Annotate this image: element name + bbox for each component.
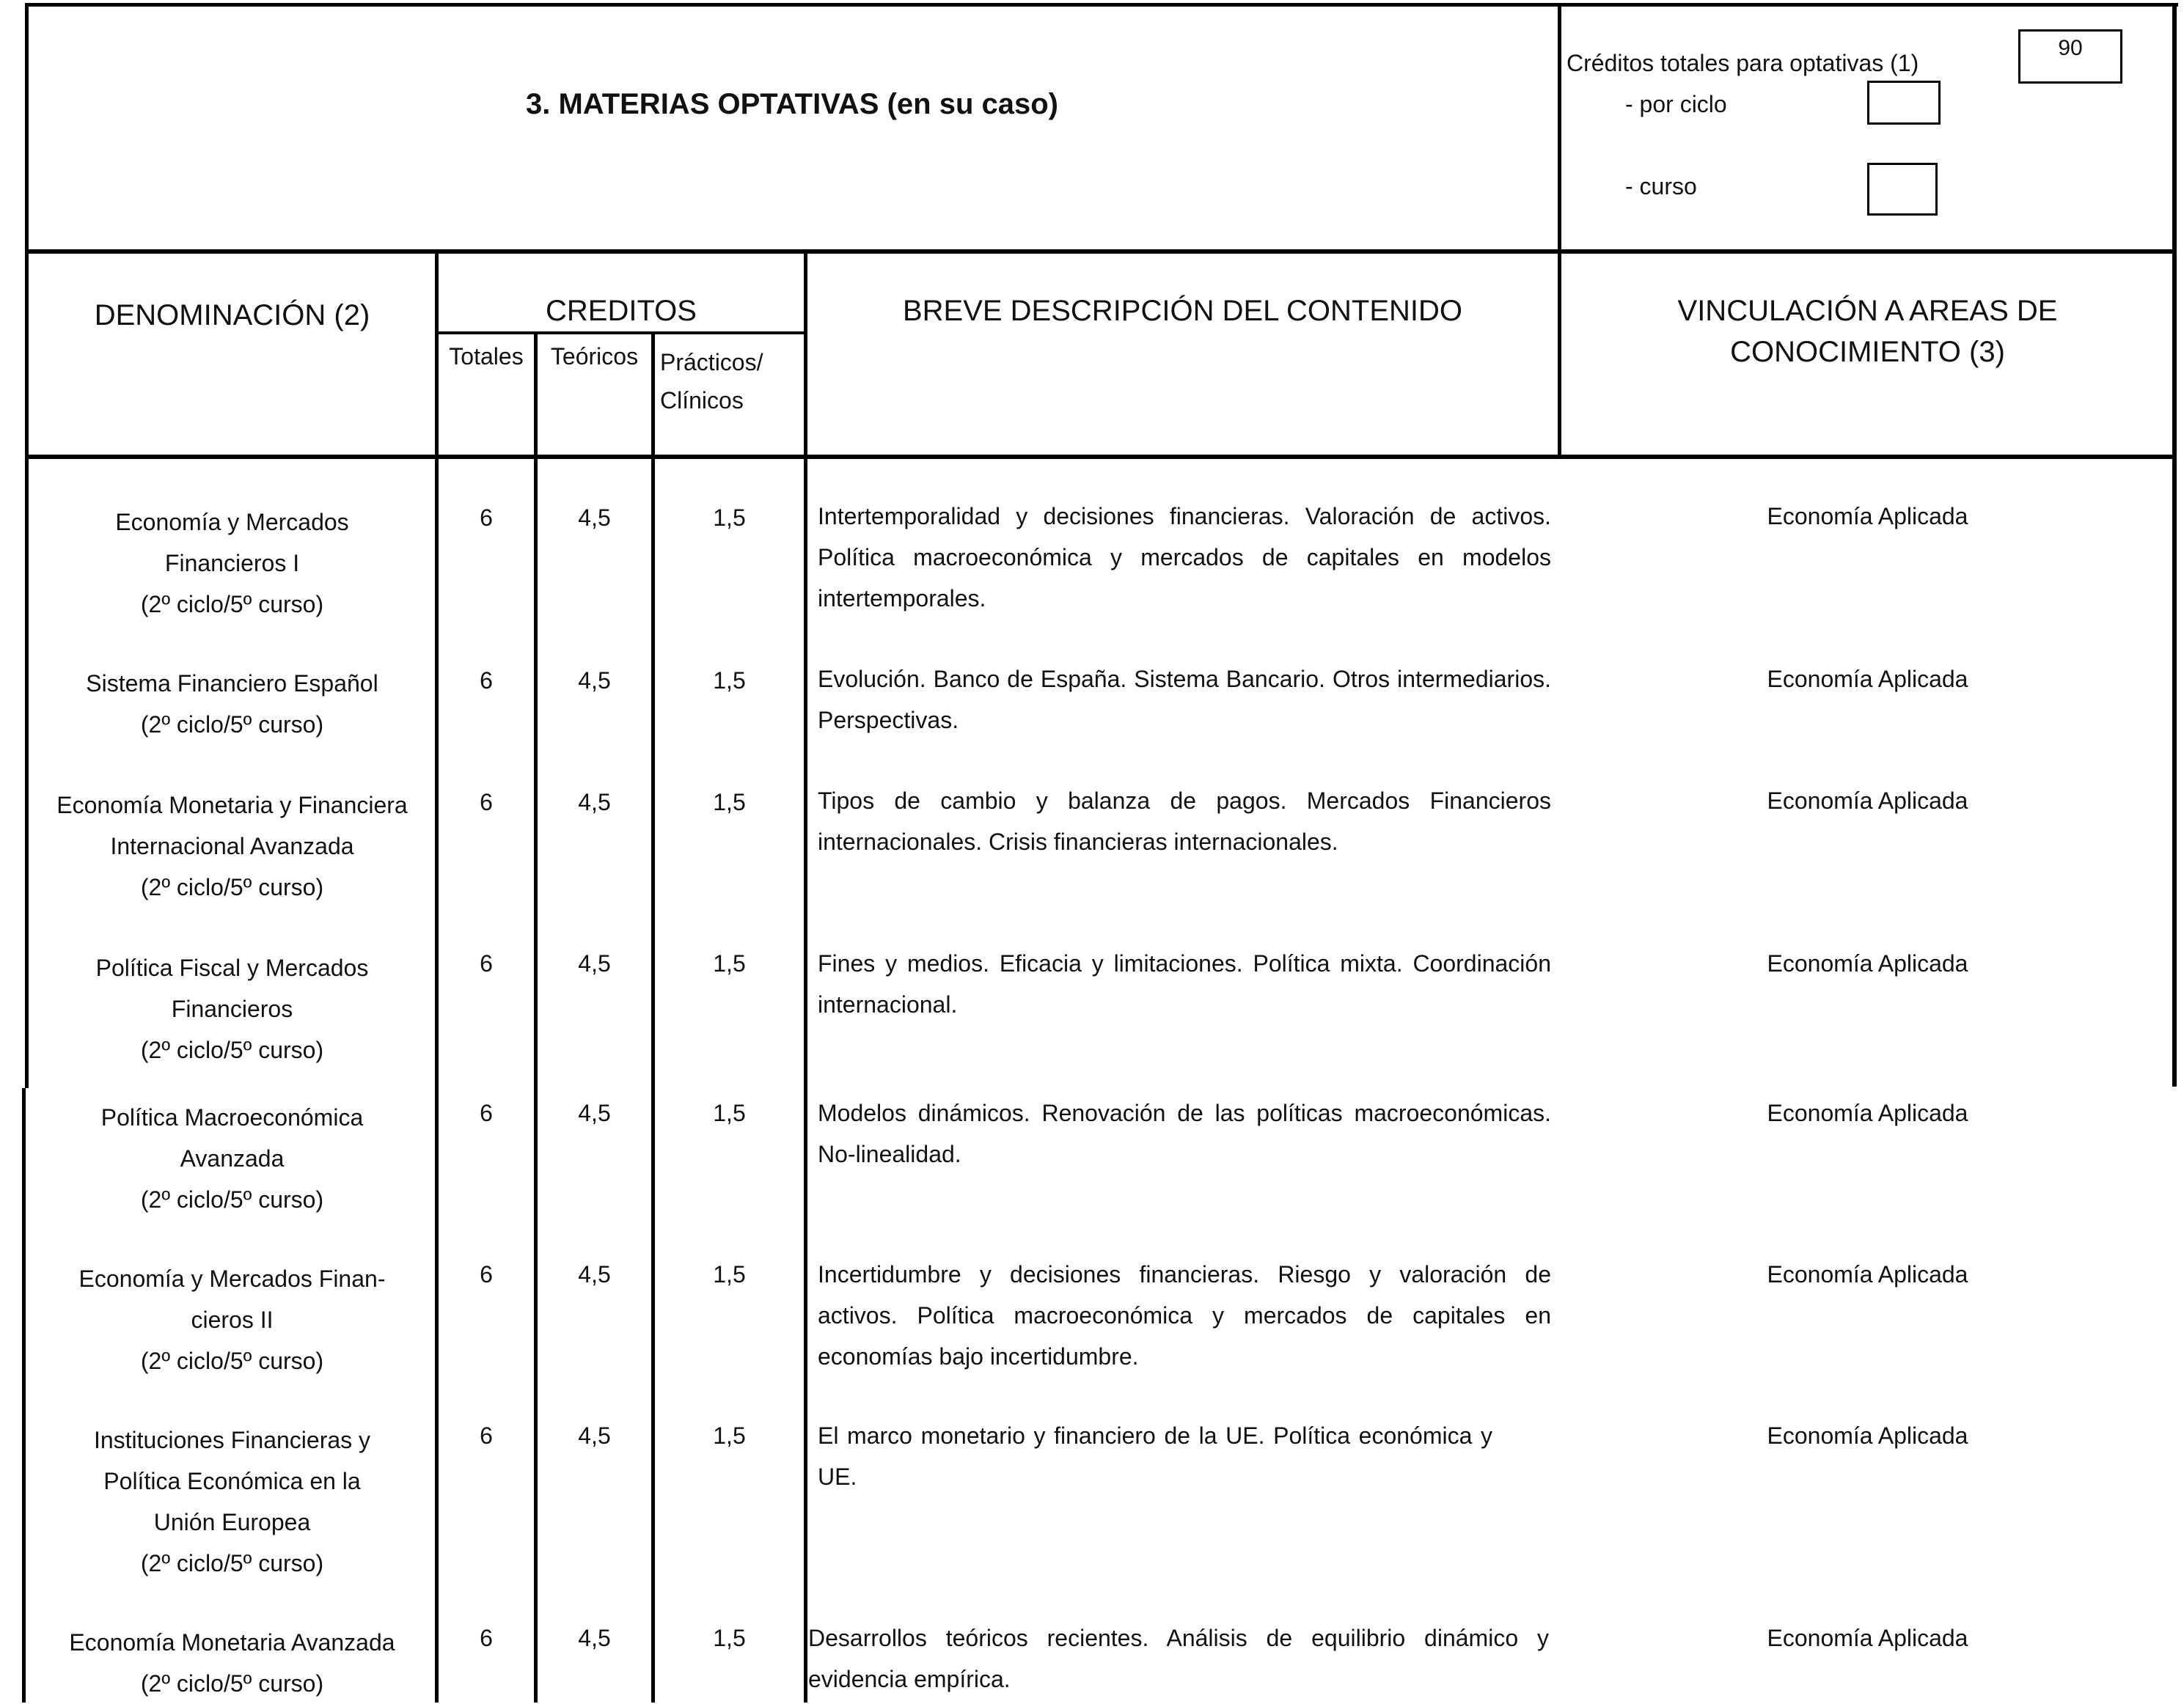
- creditos-totales-label: Créditos totales para optativas (1): [1566, 50, 1919, 76]
- row-name-line: Economía y Mercados Finan-: [78, 1266, 386, 1292]
- por-ciclo-box: [1867, 81, 1941, 125]
- row-name-line: (2º ciclo/5º curso): [140, 1550, 324, 1576]
- row-practicos: 1,5: [713, 1261, 746, 1288]
- row-name-line: (2º ciclo/5º curso): [140, 1670, 324, 1697]
- row-totales: 6: [480, 504, 493, 531]
- row-name-line: Financieros I: [164, 550, 300, 576]
- row-name-line: (2º ciclo/5º curso): [140, 591, 324, 617]
- row-totales: 6: [480, 789, 493, 815]
- row-area: Economía Aplicada: [1767, 787, 1968, 814]
- row-descripcion: Intertemporalidad y decisiones financieras. Valoración de activos. Política macroeconómica y mercados de capitales en modelos intertemporales.: [818, 503, 1551, 612]
- row-name-line: Internacional Avanzada: [110, 833, 354, 859]
- column-header-vinculacion: [1561, 290, 2174, 372]
- row-name: [29, 502, 435, 625]
- row-area: Economía Aplicada: [1767, 1261, 1968, 1288]
- row-name-line: Economía Monetaria y Financiera: [56, 792, 408, 818]
- row-name-line: Política Fiscal y Mercados: [95, 955, 369, 981]
- row-name: [29, 1258, 435, 1381]
- row-totales: 6: [480, 1261, 493, 1288]
- row-descripcion: Tipos de cambio y balanza de pagos. Mercados Financieros internacionales. Crisis financieras internacionales.: [818, 787, 1551, 855]
- row-descripcion: Incertidumbre y decisiones financieras. Riesgo y valoración de activos. Política macroeconómica y mercados de capitales en economías bajo incertidumbre.: [818, 1261, 1551, 1370]
- creditos-subheader-line: [435, 331, 807, 334]
- row-name: [29, 1420, 435, 1584]
- row-totales: 6: [480, 1100, 493, 1126]
- frame-top-line: [26, 3, 2178, 7]
- columns-header-bottom-line: [25, 455, 2177, 459]
- row-descripcion: Fines y medios. Eficacia y limitaciones. Política mixta. Coordinación internacional.: [818, 950, 1551, 1018]
- column-header-practicos: [660, 343, 763, 419]
- creditos-totales-box: [2018, 29, 2122, 84]
- row-name: [29, 1622, 435, 1704]
- row-teoricos: 4,5: [578, 1625, 611, 1651]
- column-header-teoricos: Teóricos: [550, 343, 639, 370]
- row-totales: 6: [480, 667, 493, 694]
- column-header-vinculacion-line2: CONOCIMIENTO (3): [1730, 336, 2005, 368]
- column-header-practicos-line2: Clínicos: [660, 387, 744, 414]
- row-name-line: (2º ciclo/5º curso): [140, 1186, 324, 1213]
- row-practicos: 1,5: [713, 1625, 746, 1651]
- column-header-totales: Totales: [449, 343, 524, 370]
- row-practicos: 1,5: [713, 667, 746, 694]
- row-area: Economía Aplicada: [1767, 1422, 1968, 1449]
- row-name-line: Política Macroeconómica: [100, 1104, 364, 1131]
- row-name-line: Instituciones Financieras y: [93, 1427, 371, 1453]
- row-name-line: (2º ciclo/5º curso): [140, 874, 324, 900]
- row-name-line: Política Económica en la: [103, 1468, 361, 1494]
- row-teoricos: 4,5: [578, 1100, 611, 1126]
- frame-left-line: [25, 3, 29, 1088]
- row-teoricos: 4,5: [578, 789, 611, 815]
- row-descripcion: Evolución. Banco de España. Sistema Bancario. Otros intermediarios. Perspectivas.: [818, 666, 1551, 733]
- row-name: [29, 947, 435, 1070]
- frame-right-line: [2172, 3, 2177, 1087]
- row-name-line: Financieros: [171, 996, 293, 1022]
- row-area: Economía Aplicada: [1767, 666, 1968, 692]
- row-practicos: 1,5: [713, 950, 746, 977]
- row-name-line: (2º ciclo/5º curso): [140, 1348, 324, 1374]
- row-descripcion: Modelos dinámicos. Renovación de las políticas macroeconómicas. No-linealidad.: [818, 1100, 1551, 1167]
- row-name-line: cieros II: [191, 1307, 274, 1333]
- page-title: 3. MATERIAS OPTATIVAS (en su caso): [525, 88, 1058, 120]
- row-teoricos: 4,5: [578, 667, 611, 694]
- row-descripcion: Desarrollos teóricos recientes. Análisis de equilibrio dinámico y evidencia empírica.: [808, 1625, 1549, 1692]
- creditos-totales-value: 90: [2058, 36, 2083, 60]
- row-name-line: Economía y Mercados: [115, 509, 349, 535]
- row-practicos: 1,5: [713, 1422, 746, 1449]
- row-name-line: Unión Europea: [153, 1509, 311, 1535]
- row-name: [29, 663, 435, 745]
- row-practicos: 1,5: [713, 1100, 746, 1126]
- curso-label: - curso: [1625, 173, 1697, 199]
- por-ciclo-label: - por ciclo: [1625, 91, 1727, 117]
- row-area: Economía Aplicada: [1767, 1100, 1968, 1126]
- frame-left-line-lower: [22, 1088, 26, 1703]
- row-teoricos: 4,5: [578, 504, 611, 531]
- row-name-line: Economía Monetaria Avanzada: [69, 1629, 395, 1656]
- row-name: [29, 1097, 435, 1220]
- column-header-creditos: CREDITOS: [546, 295, 697, 327]
- row-practicos: 1,5: [713, 789, 746, 815]
- row-area: Economía Aplicada: [1767, 503, 1968, 529]
- column-header-descripcion: BREVE DESCRIPCIÓN DEL CONTENIDO: [902, 295, 1463, 327]
- header-divider-vertical: [1558, 3, 1561, 458]
- row-name-line: (2º ciclo/5º curso): [140, 711, 324, 738]
- column-header-vinculacion-line1: VINCULACIÓN A AREAS DE: [1677, 295, 2058, 327]
- row-totales: 6: [480, 950, 493, 977]
- row-descripcion: El marco monetario y financiero de la UE. Política económica y UE.: [818, 1422, 1492, 1490]
- row-name: [29, 785, 435, 908]
- curso-box: [1867, 163, 1938, 216]
- row-practicos: 1,5: [713, 504, 746, 531]
- row-name-line: Avanzada: [180, 1145, 285, 1172]
- column-divider-creditos: [804, 249, 807, 1703]
- row-area: Economía Aplicada: [1767, 950, 1968, 977]
- header-bottom-line: [25, 249, 2177, 254]
- row-area: Economía Aplicada: [1767, 1625, 1968, 1651]
- row-teoricos: 4,5: [578, 1422, 611, 1449]
- row-name-line: (2º ciclo/5º curso): [140, 1037, 324, 1063]
- row-totales: 6: [480, 1422, 493, 1449]
- column-header-practicos-line1: Prácticos/: [660, 349, 763, 375]
- row-name-line: Sistema Financiero Español: [86, 670, 378, 697]
- row-teoricos: 4,5: [578, 1261, 611, 1288]
- row-totales: 6: [480, 1625, 493, 1651]
- row-teoricos: 4,5: [578, 950, 611, 977]
- column-header-denominacion: DENOMINACIÓN (2): [94, 299, 370, 331]
